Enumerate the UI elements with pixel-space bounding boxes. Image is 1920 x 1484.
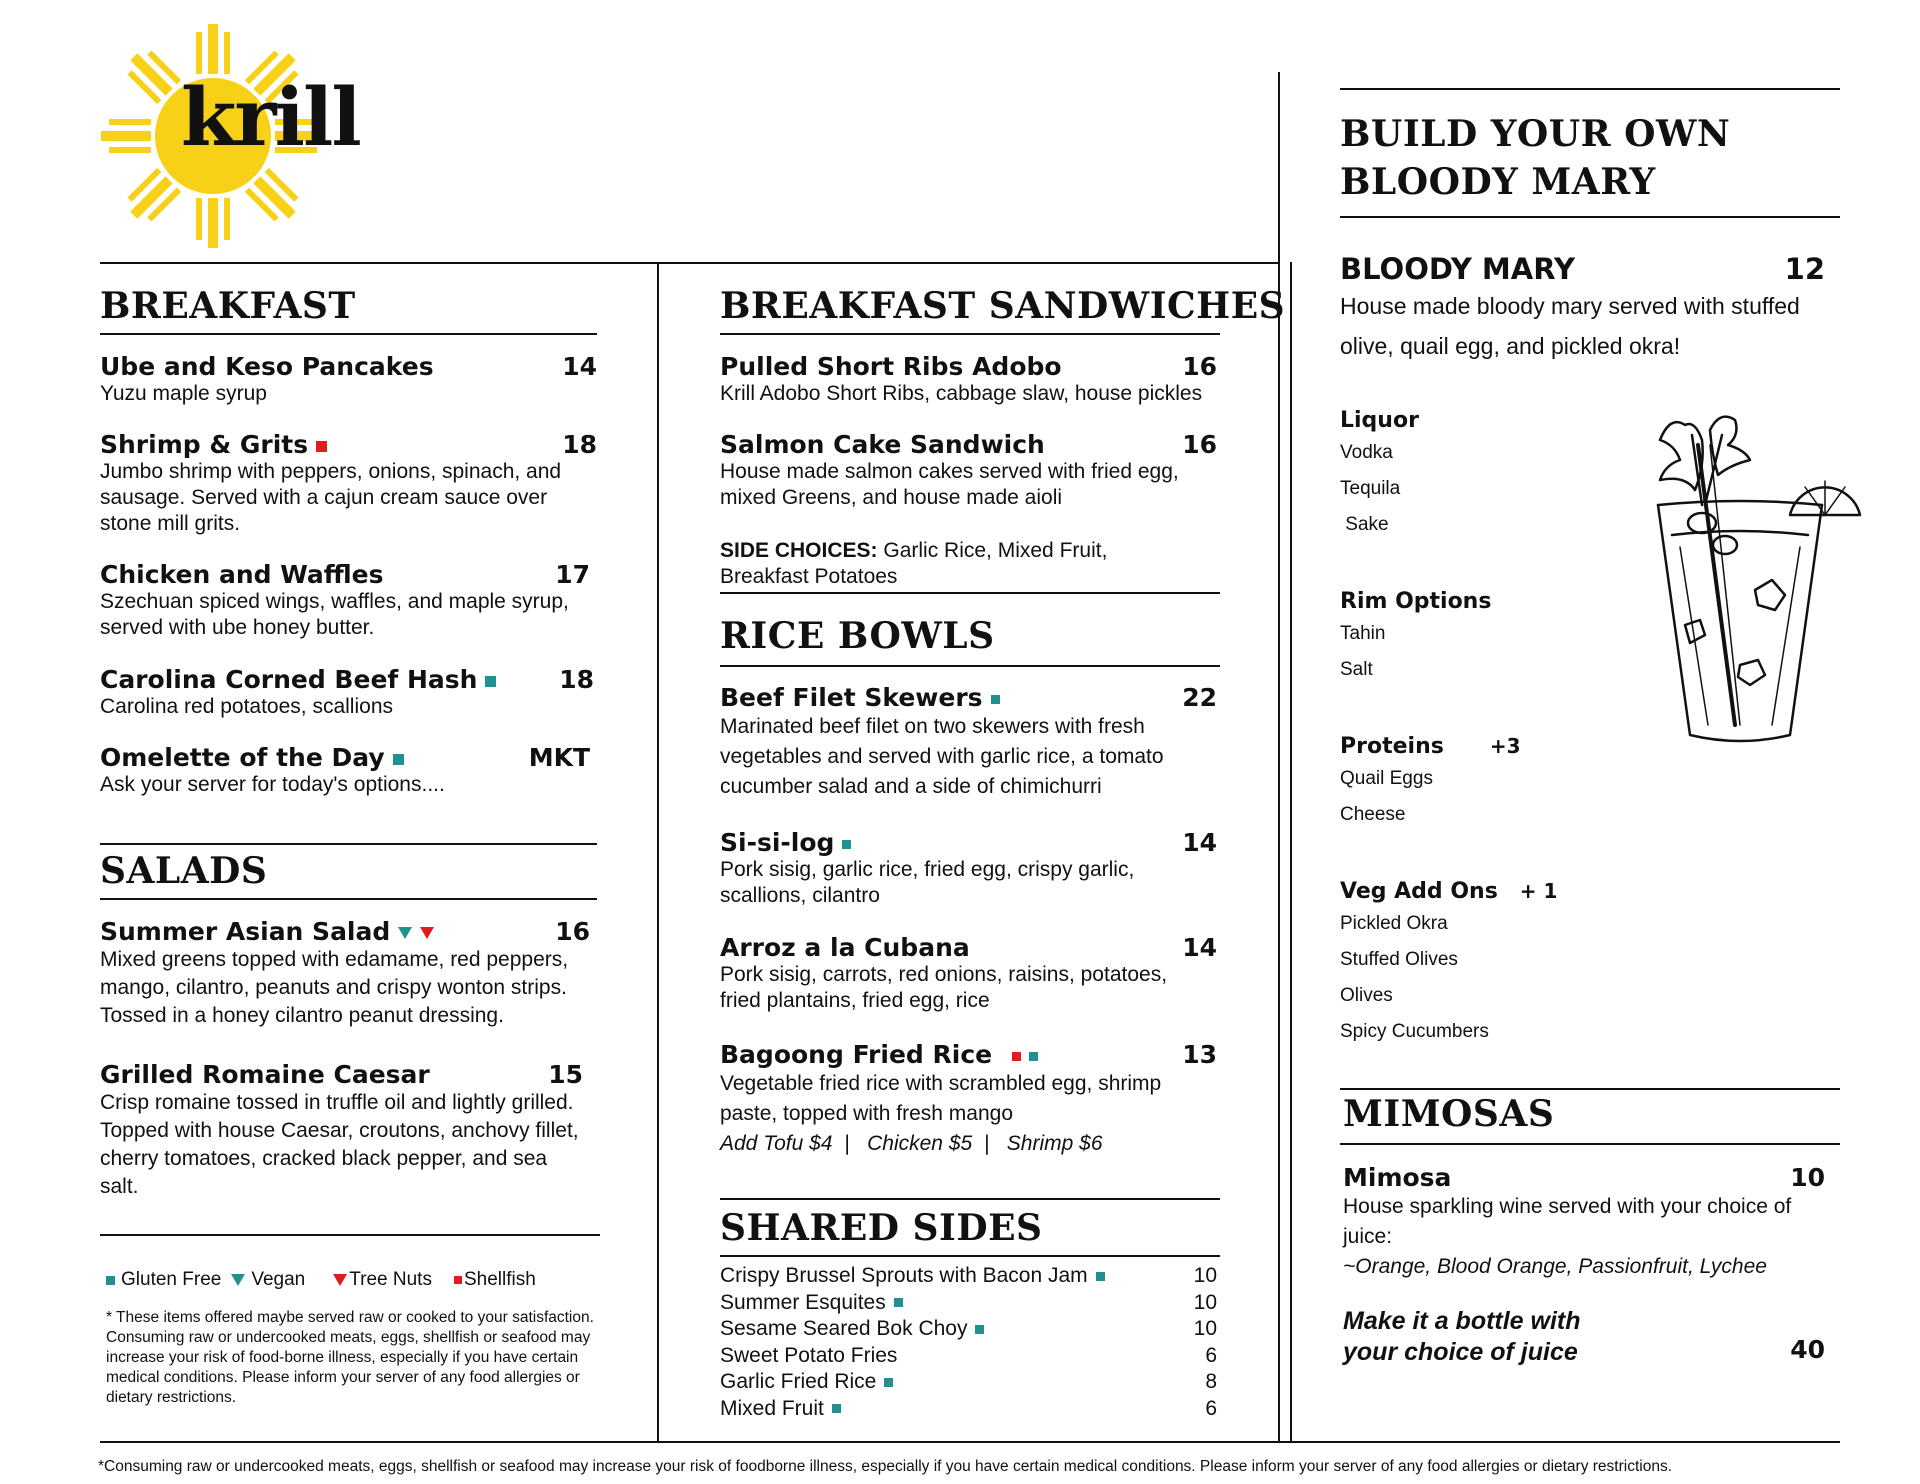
menu-item: [720, 352, 1217, 407]
menu-item: [100, 430, 597, 537]
raw-food-note: * These items offered maybe served raw or cooked to your satisfaction. Consuming raw or undercooked meats, eggs, shellfish or seafood may increase your risk of food-borne illness, especially if you have certain medical conditions. Please inform your server of any food allergies or dietary restrictions.: [106, 1309, 594, 1406]
column-divider-3: [1290, 262, 1292, 1442]
vegan-icon: [398, 927, 412, 939]
side-price: 6: [1205, 1343, 1217, 1367]
item-price: 22: [1182, 683, 1217, 712]
liquor-label: Liquor: [1340, 408, 1419, 433]
item-price: 14: [1182, 933, 1217, 962]
item-name: Summer Asian Salad: [100, 917, 391, 946]
item-name: Grilled Romaine Caesar: [100, 1060, 430, 1089]
option: Sake: [1340, 514, 1389, 535]
veg-options: [1340, 879, 1557, 1050]
item-description: Szechuan spiced wings, waffles, and maple syrup, served with ube honey butter.: [100, 590, 569, 639]
item-name: Ube and Keso Pancakes: [100, 352, 434, 381]
item-name: Beef Filet Skewers: [720, 683, 983, 712]
side-name: Sweet Potato Fries: [720, 1343, 898, 1367]
veg-price: + 1: [1519, 879, 1558, 903]
option: Stuffed Olives: [1340, 949, 1458, 970]
menu-item: [100, 352, 597, 407]
gluten-free-icon: [842, 840, 851, 849]
item-description: Yuzu maple syrup: [100, 382, 267, 405]
menu-item: [100, 743, 590, 798]
side-price: 10: [1193, 1264, 1217, 1287]
gluten-free-icon: [393, 754, 404, 765]
shared-sides-underline: [720, 1255, 1220, 1257]
gluten-free-icon: [485, 676, 496, 687]
vegan-icon: [231, 1274, 245, 1286]
item-description: Crisp romaine tossed in truffle oil and lightly grilled. Topped with house Caesar, croutons, anchovy fillet, cherry tomatoes, cracked black pepper, and sea salt.: [100, 1091, 579, 1198]
gluten-free-icon: [894, 1298, 903, 1307]
option: Olives: [1340, 985, 1393, 1006]
column-divider-2: [1278, 72, 1280, 1442]
item-price: 17: [555, 560, 590, 589]
item-price: 13: [1182, 1040, 1217, 1069]
item-description: Jumbo shrimp with peppers, onions, spinach, and sausage. Served with a cajun cream sauce over stone mill grits.: [100, 460, 562, 535]
item-name: Omelette of the Day: [100, 743, 385, 772]
side-choices-label: SIDE CHOICES:: [720, 539, 878, 562]
tree-nuts-icon: [333, 1274, 347, 1286]
side-choices-text: Garlic Rice, Mixed Fruit, Breakfast Potatoes: [720, 539, 1108, 588]
legend-tree-nuts: Tree Nuts: [349, 1269, 432, 1290]
shellfish-icon: [454, 1276, 462, 1284]
shellfish-icon: [1012, 1052, 1021, 1061]
item-name: Si-si-log: [720, 828, 835, 857]
item-name: Carolina Corned Beef Hash: [100, 665, 478, 694]
footer-note: *Consuming raw or undercooked meats, eggs, shellfish or seafood may increase your risk of foodborne illness, especially if you have certain medical conditions. Please inform your server of any food allergies or dietary restrictions.: [98, 1458, 1673, 1475]
list-item: [720, 1343, 1217, 1370]
list-item: [720, 1316, 1217, 1343]
bottle-price: 40: [1790, 1335, 1825, 1364]
rice-bowls-underline: [720, 665, 1220, 667]
mimosas-underline: [1340, 1143, 1840, 1145]
rice-bowl-addons: Add Tofu $4 | Chicken $5 | Shrimp $6: [720, 1132, 1103, 1155]
item-price: 18: [559, 665, 594, 694]
menu-item: [720, 683, 1217, 802]
bottle-line2: your choice of juice: [1343, 1338, 1578, 1366]
sandwiches-underline: [720, 333, 1220, 335]
legend-vegan: Vegan: [251, 1269, 306, 1290]
menu-item: [1343, 1163, 1825, 1282]
legend-gluten-free: Gluten Free: [121, 1269, 222, 1290]
item-price: 16: [555, 917, 590, 946]
item-name: Arroz a la Cubana: [720, 933, 970, 962]
column-divider-1: [657, 262, 659, 1442]
item-description: Vegetable fried rice with scrambled egg, shrimp paste, topped with fresh mango: [720, 1072, 1162, 1125]
top-divider: [100, 262, 1280, 264]
rice-bowls-heading: RICE BOWLS: [720, 615, 995, 657]
item-name: Bagoong Fried Rice: [720, 1040, 993, 1069]
protein-options: [1340, 734, 1521, 833]
side-name: Garlic Fried Rice: [720, 1370, 877, 1393]
item-price: 10: [1790, 1163, 1825, 1192]
gluten-free-icon: [1029, 1052, 1038, 1061]
side-choices: [720, 538, 1200, 590]
list-item: [720, 1369, 1217, 1396]
breakfast-underline: [100, 333, 597, 335]
mimosas-overline: [1340, 1088, 1840, 1090]
rice-bowls-overline: [720, 592, 1220, 594]
veg-label: Veg Add Ons: [1340, 879, 1498, 904]
gluten-free-icon: [975, 1325, 984, 1334]
option: Quail Eggs: [1340, 768, 1433, 789]
salads-overline: [100, 843, 597, 845]
item-price: 14: [1182, 828, 1217, 857]
proteins-label: Proteins: [1340, 734, 1444, 759]
option: Tequila: [1340, 478, 1401, 499]
bottle-line1: Make it a bottle with: [1343, 1307, 1581, 1335]
rim-options: [1340, 589, 1491, 688]
list-item: [720, 1290, 1217, 1317]
item-name: Salmon Cake Sandwich: [720, 430, 1045, 459]
item-name: BLOODY MARY: [1340, 252, 1575, 286]
side-name: Crispy Brussel Sprouts with Bacon Jam: [720, 1264, 1088, 1287]
item-description: Mixed greens topped with edamame, red peppers, mango, cilantro, peanuts and crispy wonton strips. Tossed in a honey cilantro peanut dressing.: [100, 948, 569, 1027]
item-description: Pork sisig, carrots, red onions, raisins, potatoes, fried plantains, fried egg, rice: [720, 963, 1168, 1012]
mimosas-heading: MIMOSAS: [1343, 1093, 1555, 1135]
item-description: House made bloody mary served with stuffed olive, quail egg, and pickled okra!: [1340, 293, 1800, 359]
shared-sides-list: [720, 1263, 1217, 1422]
rim-label: Rim Options: [1340, 589, 1492, 614]
item-name: Mimosa: [1343, 1163, 1452, 1192]
logo-text: krill: [181, 70, 360, 164]
item-name: Shrimp & Grits: [100, 430, 309, 459]
sandwiches-heading: BREAKFAST SANDWICHES: [720, 285, 1286, 327]
menu-item: [100, 917, 590, 1030]
gluten-free-icon: [1096, 1272, 1105, 1281]
juice-options: ~Orange, Blood Orange, Passionfruit, Lychee: [1343, 1255, 1767, 1278]
option: Salt: [1340, 659, 1373, 680]
item-description: Carolina red potatoes, scallions: [100, 695, 393, 718]
item-name: Pulled Short Ribs Adobo: [720, 352, 1062, 381]
gluten-free-icon: [991, 695, 1000, 704]
item-description: Marinated beef filet on two skewers with fresh vegetables and served with garlic rice, a tomato cucumber salad and a side of chimichurri: [720, 715, 1164, 798]
item-description: Pork sisig, garlic rice, fried egg, crispy garlic, scallions, cilantro: [720, 858, 1135, 907]
bloody-underline: [1340, 216, 1840, 218]
menu-item: [100, 665, 594, 720]
menu-item: [720, 430, 1217, 511]
tree-nuts-icon: [420, 927, 434, 939]
list-item: [720, 1263, 1217, 1290]
bloody-mary-glass-icon: [1640, 405, 1880, 745]
item-price: 14: [562, 352, 597, 381]
salads-heading: SALADS: [100, 850, 268, 892]
item-description: House sparkling wine served with your choice of juice:: [1343, 1195, 1792, 1248]
item-price: 16: [1182, 352, 1217, 381]
side-name: Summer Esquites: [720, 1290, 886, 1314]
liquor-options: [1340, 408, 1419, 543]
salads-underline: [100, 898, 597, 900]
shared-sides-overline: [720, 1198, 1220, 1200]
item-description: Ask your server for today's options....: [100, 773, 445, 796]
list-item: [720, 1396, 1217, 1423]
shellfish-icon: [316, 441, 327, 452]
legend-shellfish: Shellfish: [463, 1269, 536, 1290]
menu-item: [100, 1060, 583, 1201]
option: Pickled Okra: [1340, 913, 1448, 934]
side-name: Mixed Fruit: [720, 1396, 824, 1420]
proteins-price: +3: [1489, 734, 1521, 758]
gluten-free-icon: [832, 1404, 841, 1413]
menu-item: [720, 1040, 1217, 1159]
side-price: 10: [1193, 1290, 1217, 1314]
item-name: Chicken and Waffles: [100, 560, 384, 589]
legend-divider: [100, 1234, 600, 1236]
side-price: 10: [1193, 1317, 1217, 1340]
item-price: 16: [1182, 430, 1217, 459]
item-description: Krill Adobo Short Ribs, cabbage slaw, house pickles: [720, 382, 1203, 405]
menu-item: [720, 828, 1217, 909]
option: Cheese: [1340, 804, 1406, 825]
breakfast-heading: BREAKFAST: [100, 285, 356, 327]
item-price: MKT: [528, 743, 590, 772]
bloody-heading: [1340, 110, 1730, 206]
side-price: 8: [1205, 1370, 1217, 1393]
item-price: 15: [548, 1060, 583, 1089]
item-description: House made salmon cakes served with fried egg, mixed Greens, and house made aioli: [720, 460, 1179, 509]
bloody-overline: [1340, 88, 1840, 90]
option: Vodka: [1340, 442, 1393, 463]
bottom-divider: [100, 1441, 1840, 1443]
gluten-free-icon: [106, 1276, 115, 1285]
option: Tahin: [1340, 623, 1386, 644]
bloody-heading-line2: BLOODY MARY: [1340, 161, 1656, 203]
mimosa-bottle: [1343, 1306, 1825, 1368]
logo: [95, 18, 360, 248]
legend: [106, 1269, 536, 1291]
gluten-free-icon: [884, 1378, 893, 1387]
shared-sides-heading: SHARED SIDES: [720, 1207, 1043, 1249]
option: Spicy Cucumbers: [1340, 1021, 1489, 1042]
menu-item: [100, 560, 590, 641]
side-price: 6: [1205, 1396, 1217, 1420]
menu-item: [1340, 252, 1825, 366]
menu-item: [720, 933, 1217, 1014]
bloody-heading-line1: BUILD YOUR OWN: [1340, 113, 1731, 155]
side-name: Sesame Seared Bok Choy: [720, 1317, 968, 1340]
item-price: 12: [1784, 252, 1825, 286]
item-price: 18: [562, 430, 597, 459]
